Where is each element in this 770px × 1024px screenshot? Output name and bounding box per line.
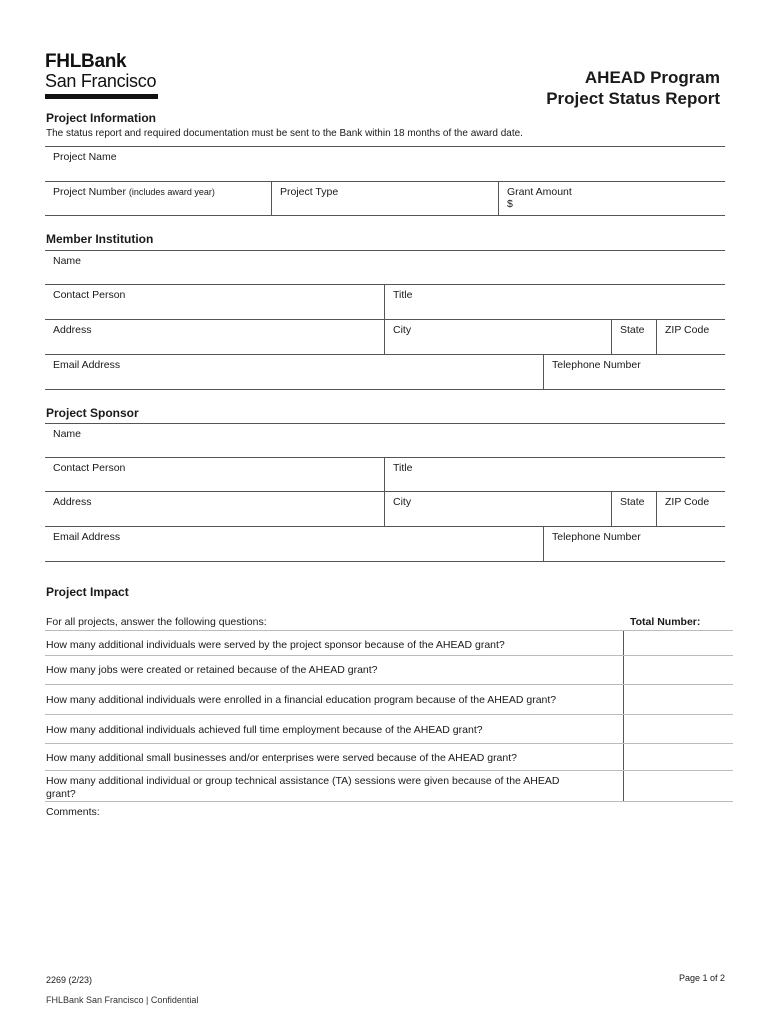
- member-city-field[interactable]: [384, 320, 611, 354]
- fhlbank-logo: [45, 52, 160, 99]
- impact-answer-field[interactable]: [623, 715, 733, 743]
- logo-line-2: San Francisco: [45, 71, 157, 91]
- impact-question: How many additional individuals achieved full time employment because of the AHEAD grant?: [46, 724, 483, 736]
- member-zip-label: ZIP Code: [665, 324, 710, 336]
- impact-question-row: [45, 770, 733, 801]
- sponsor-telephone-field[interactable]: [543, 527, 725, 561]
- sponsor-state-field[interactable]: [611, 492, 656, 526]
- member-address-row: [45, 320, 725, 355]
- member-name-field[interactable]: [45, 251, 725, 284]
- sponsor-title-field[interactable]: [384, 458, 725, 491]
- sponsor-email-label: Email Address: [53, 531, 121, 543]
- comments-label: Comments:: [46, 806, 100, 818]
- sponsor-email-field[interactable]: [45, 527, 543, 561]
- sponsor-name-field[interactable]: [45, 424, 725, 457]
- submission-note: The status report and required documentation must be sent to the Bank within 18 months of the award date.: [46, 128, 523, 139]
- form-number: 2269 (2/23): [46, 975, 93, 985]
- sponsor-address-label: Address: [53, 496, 92, 508]
- member-contact-person-label: Contact Person: [53, 289, 126, 301]
- sponsor-contact-person-label: Contact Person: [53, 462, 126, 474]
- project-information-heading: Project Information: [46, 111, 157, 125]
- sponsor-email-row: [45, 527, 725, 562]
- impact-question-row: [45, 743, 733, 770]
- grant-dollar-sign: $: [507, 198, 513, 210]
- impact-answer-field[interactable]: [623, 771, 733, 801]
- member-title-label: Title: [393, 289, 413, 301]
- member-contact-person-field[interactable]: [45, 285, 384, 319]
- member-name-label: Name: [53, 255, 82, 267]
- sponsor-title-label: Title: [393, 462, 413, 474]
- sponsor-city-label: City: [393, 496, 412, 508]
- impact-question: How many additional individual or group technical assistance (TA) sessions were given because of the AHEAD grant?: [46, 775, 560, 800]
- grant-amount-label: Grant Amount: [507, 186, 572, 198]
- impact-answer-field[interactable]: [623, 631, 733, 655]
- sponsor-address-field[interactable]: [45, 492, 384, 526]
- sponsor-city-field[interactable]: [384, 492, 611, 526]
- grant-amount-field[interactable]: [498, 182, 725, 215]
- impact-question: How many additional individuals were enrolled in a financial education program because of the AHEAD grant?: [46, 694, 557, 706]
- impact-question: How many jobs were created or retained because of the AHEAD grant?: [46, 664, 378, 676]
- impact-answer-field[interactable]: [623, 685, 733, 714]
- sponsor-address-row: [45, 492, 725, 527]
- member-name-row: [45, 250, 725, 285]
- logo-line-1: FHLBank: [45, 51, 127, 72]
- member-address-label: Address: [53, 324, 92, 336]
- project-type-label: Project Type: [280, 186, 339, 198]
- impact-question: How many additional individuals were served by the project sponsor because of the AHEAD grant?: [46, 639, 505, 651]
- member-state-field[interactable]: [611, 320, 656, 354]
- member-address-field[interactable]: [45, 320, 384, 354]
- project-name-label: Project Name: [53, 151, 117, 163]
- title-line-1: AHEAD Program: [584, 68, 720, 87]
- impact-question: How many additional small businesses and/or enterprises were served because of the AHEAD grant?: [46, 752, 517, 764]
- impact-table-bottom-line: [45, 801, 733, 802]
- page-number: Page 1 of 2: [678, 973, 725, 983]
- sponsor-telephone-label: Telephone Number: [552, 531, 641, 543]
- member-telephone-field[interactable]: [543, 355, 725, 389]
- impact-instructions: For all projects, answer the following questions:: [46, 616, 267, 628]
- project-type-field[interactable]: [271, 182, 498, 215]
- confidential-footer: FHLBank San Francisco | Confidential: [46, 995, 199, 1005]
- impact-question-row: [45, 714, 733, 743]
- project-details-row: [45, 182, 725, 216]
- member-email-field[interactable]: [45, 355, 543, 389]
- member-institution-heading: Member Institution: [46, 232, 154, 246]
- sponsor-name-label: Name: [53, 428, 82, 440]
- impact-answer-field[interactable]: [623, 744, 733, 770]
- member-email-label: Email Address: [53, 359, 121, 371]
- project-number-field[interactable]: [45, 182, 271, 215]
- project-name-field[interactable]: [45, 147, 725, 181]
- member-telephone-label: Telephone Number: [552, 359, 641, 371]
- sponsor-zip-label: ZIP Code: [665, 496, 710, 508]
- impact-answer-field[interactable]: [623, 656, 733, 684]
- sponsor-state-label: State: [620, 496, 645, 508]
- sponsor-name-row: [45, 423, 725, 458]
- project-impact-heading: Project Impact: [46, 585, 129, 599]
- title-line-2: Project Status Report: [546, 89, 720, 108]
- sponsor-contact-row: [45, 458, 725, 492]
- sponsor-contact-person-field[interactable]: [45, 458, 384, 491]
- member-zip-field[interactable]: [656, 320, 725, 354]
- impact-question-row: [45, 684, 733, 714]
- sponsor-zip-field[interactable]: [656, 492, 725, 526]
- project-number-label: Project Number: [53, 186, 126, 198]
- member-title-field[interactable]: [384, 285, 725, 319]
- project-number-sublabel: (includes award year): [128, 187, 215, 197]
- impact-question-row: [45, 630, 733, 655]
- project-name-row: [45, 146, 725, 182]
- impact-question-row: [45, 655, 733, 684]
- project-sponsor-heading: Project Sponsor: [46, 406, 139, 420]
- document-title: [546, 67, 720, 109]
- logo-bar: [45, 94, 158, 99]
- total-number-header: Total Number:: [630, 616, 701, 628]
- member-contact-row: [45, 285, 725, 320]
- member-city-label: City: [393, 324, 412, 336]
- member-state-label: State: [620, 324, 645, 336]
- member-email-row: [45, 355, 725, 390]
